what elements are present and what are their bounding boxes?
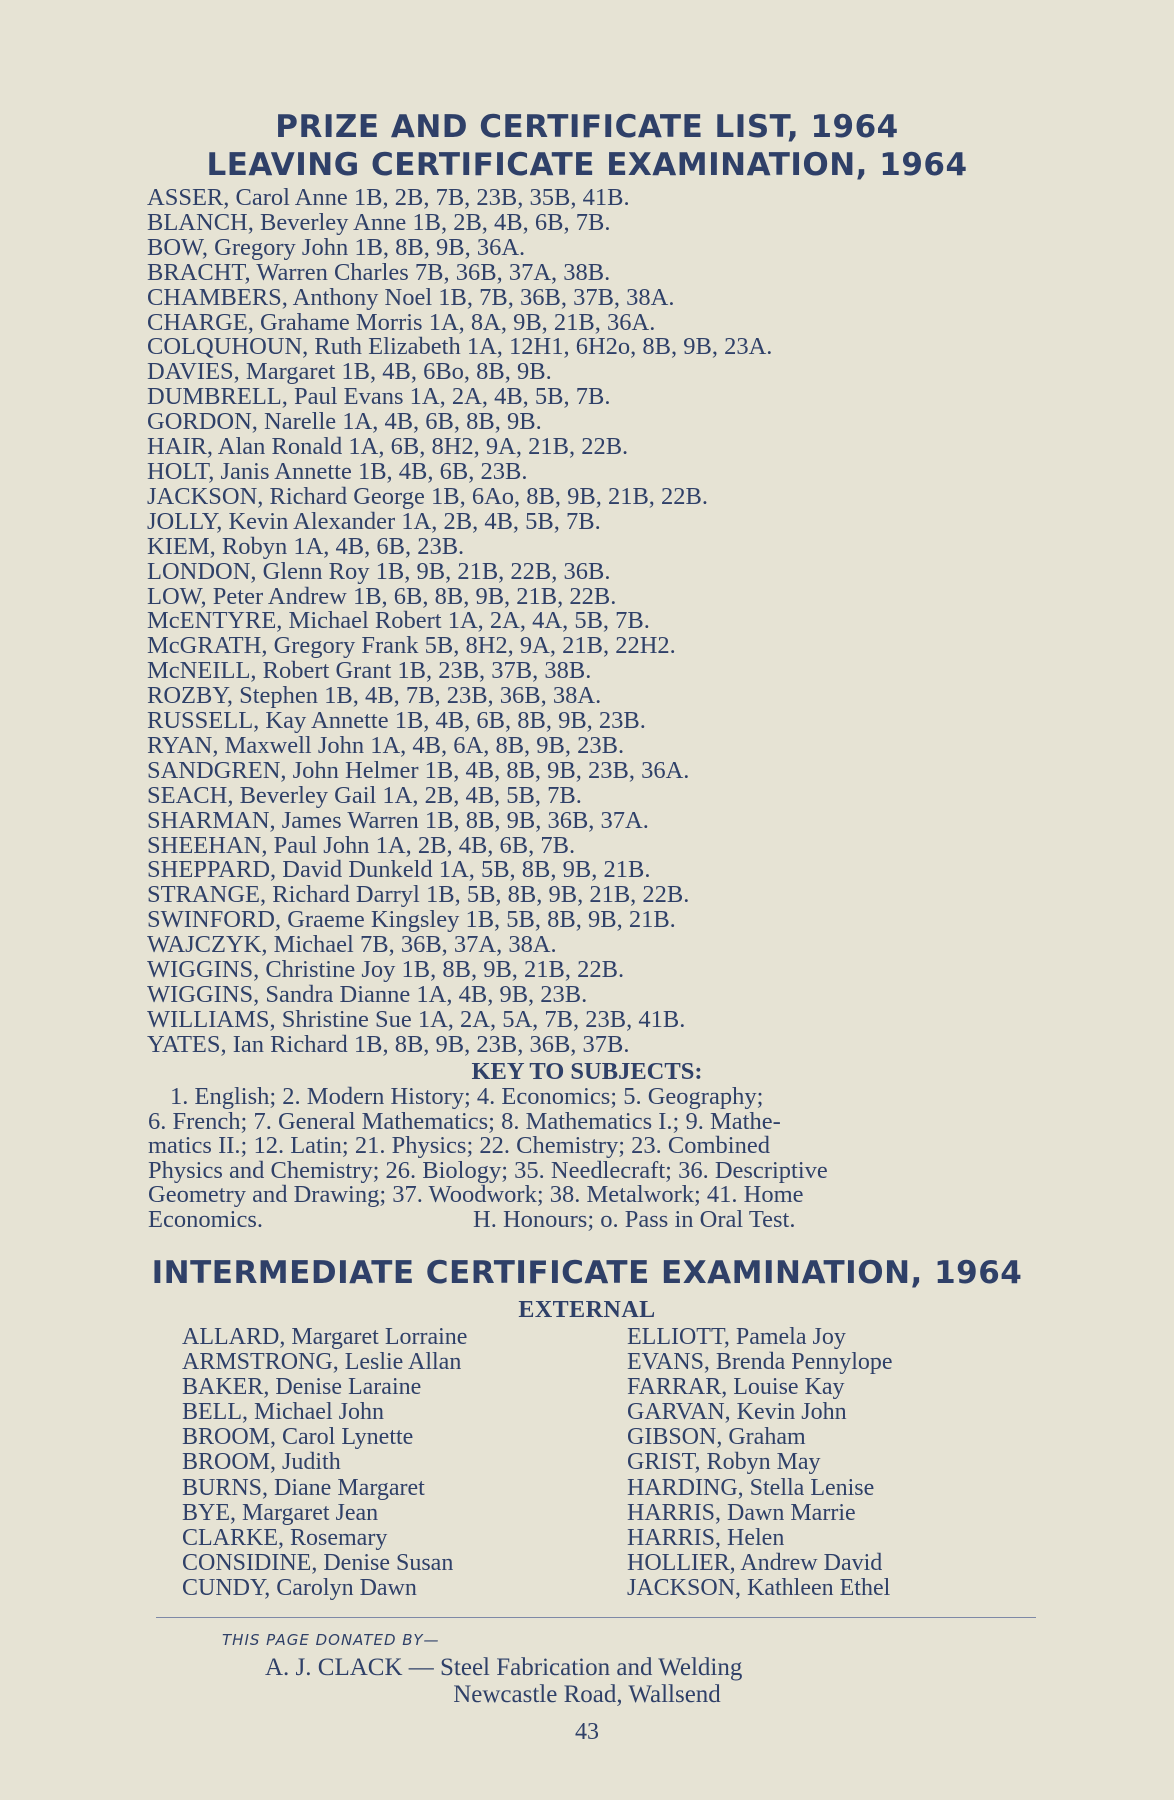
student-name: FARRAR, Louise Kay (627, 1374, 845, 1401)
intermediate-right-column (627, 1325, 1017, 1601)
result-row: YATES, Ian Richard 1B, 8B, 9B, 23B, 36B, 37B. (147, 1030, 630, 1058)
result-row: ROZBY, Stephen 1B, 4B, 7B, 23B, 36B, 38A. (147, 682, 602, 710)
result-row: KIEM, Robyn 1A, 4B, 6B, 23B. (147, 532, 465, 560)
result-row: GORDON, Narelle 1A, 4B, 6B, 8B, 9B. (147, 408, 542, 436)
leaving-certificate-heading: LEAVING CERTIFICATE EXAMINATION, 1964 (206, 147, 968, 183)
result-row: JOLLY, Kevin Alexander 1A, 2B, 4B, 5B, 7B. (147, 507, 601, 535)
student-name: JACKSON, Kathleen Ethel (627, 1574, 891, 1601)
student-name: CLARKE, Rosemary (182, 1524, 388, 1551)
key-to-subjects-text (148, 1085, 1036, 1233)
student-name: ARMSTRONG, Leslie Allan (182, 1349, 462, 1376)
page-number: 43 (575, 1719, 599, 1745)
key-line: Physics and Chemistry; 26. Biology; 35. Needlecraft; 36. Descriptive (148, 1156, 828, 1184)
result-row: SEACH, Beverley Gail 1A, 2B, 4B, 5B, 7B. (147, 781, 582, 809)
result-row: WIGGINS, Sandra Dianne 1A, 4B, 9B, 23B. (147, 981, 588, 1008)
result-row: McGRATH, Gregory Frank 5B, 8H2, 9A, 21B, 22H2. (147, 632, 676, 660)
key-line: 6. French; 7. General Mathematics; 8. Mathematics I.; 9. Mathe- (148, 1107, 781, 1135)
result-row: COLQUHOUN, Ruth Elizabeth 1A, 12H1, 6H2o, 8B, 9B, 23A. (147, 333, 773, 361)
student-name: ELLIOTT, Pamela Joy (627, 1324, 846, 1350)
intermediate-left-column (182, 1325, 622, 1601)
result-row: RYAN, Maxwell John 1A, 4B, 6A, 8B, 9B, 23B. (147, 731, 625, 759)
donor-address: Newcastle Road, Wallsend (453, 1681, 721, 1708)
result-row: WAJCZYK, Michael 7B, 36B, 37A, 38A. (147, 931, 557, 959)
donor-name: A. J. CLACK — Steel Fabrication and Welding (265, 1654, 743, 1681)
result-row: JACKSON, Richard George 1B, 6Ao, 8B, 9B, 21B, 22B. (147, 482, 709, 510)
page-title: PRIZE AND CERTIFICATE LIST, 1964 (275, 109, 899, 145)
result-row: STRANGE, Richard Darryl 1B, 5B, 8B, 9B, 21B, 22B. (147, 881, 690, 909)
result-row: RUSSELL, Kay Annette 1B, 4B, 6B, 8B, 9B, 23B. (147, 707, 646, 735)
key-line: Geometry and Drawing; 37. Woodwork; 38. Metalwork; 41. Home (148, 1181, 804, 1209)
footer-divider (156, 1617, 1036, 1618)
student-name: HARRIS, Helen (627, 1524, 785, 1551)
student-name: EVANS, Brenda Pennylope (627, 1349, 893, 1376)
student-name: ALLARD, Margaret Lorraine (182, 1324, 468, 1350)
student-name: GARVAN, Kevin John (627, 1399, 847, 1426)
result-row: SHEPPARD, David Dunkeld 1A, 5B, 8B, 9B, 21B. (147, 856, 651, 884)
result-row: WILLIAMS, Shristine Sue 1A, 2A, 5A, 7B, 23B, 41B. (147, 1005, 686, 1033)
result-row: BOW, Gregory John 1B, 8B, 9B, 36A. (147, 233, 526, 261)
result-row: SANDGREN, John Helmer 1B, 4B, 8B, 9B, 23B, 36A. (147, 756, 690, 784)
result-row: CHARGE, Grahame Morris 1A, 8A, 9B, 21B, 36A. (147, 308, 656, 336)
result-row: SHARMAN, James Warren 1B, 8B, 9B, 36B, 37A. (147, 806, 649, 834)
student-name: HOLLIER, Andrew David (627, 1549, 883, 1576)
student-name: CUNDY, Carolyn Dawn (182, 1574, 417, 1601)
student-name: BROOM, Carol Lynette (182, 1424, 414, 1451)
student-name: BURNS, Diane Margaret (182, 1474, 425, 1501)
student-name: BROOM, Judith (182, 1449, 341, 1476)
student-name: GRIST, Robyn May (627, 1449, 821, 1476)
result-row: SHEEHAN, Paul John 1A, 2B, 4B, 6B, 7B. (147, 831, 576, 859)
result-row: HOLT, Janis Annette 1B, 4B, 6B, 23B. (147, 457, 528, 485)
student-name: GIBSON, Graham (627, 1424, 806, 1451)
key-legend: H. Honours; o. Pass in Oral Test. (473, 1205, 796, 1233)
student-name: HARRIS, Dawn Marrie (627, 1499, 856, 1526)
result-row: McENTYRE, Michael Robert 1A, 2A, 4A, 5B, 7B. (147, 607, 650, 635)
leaving-results-list (147, 186, 1047, 1058)
donated-by-label: THIS PAGE DONATED BY— (222, 1631, 440, 1649)
student-name: CONSIDINE, Denise Susan (182, 1549, 454, 1576)
student-name: HARDING, Stella Lenise (627, 1474, 875, 1501)
student-name: BYE, Margaret Jean (182, 1499, 379, 1526)
external-subheading: EXTERNAL (518, 1297, 656, 1323)
result-row: WIGGINS, Christine Joy 1B, 8B, 9B, 21B, 22B. (147, 956, 625, 984)
result-row: LOW, Peter Andrew 1B, 6B, 8B, 9B, 21B, 22B. (147, 582, 617, 610)
key-last-left: Economics. (148, 1205, 263, 1233)
result-row: DUMBRELL, Paul Evans 1A, 2A, 4B, 5B, 7B. (147, 383, 611, 411)
key-to-subjects-heading: KEY TO SUBJECTS: (471, 1058, 703, 1085)
intermediate-certificate-heading: INTERMEDIATE CERTIFICATE EXAMINATION, 1964 (151, 1255, 1023, 1291)
result-row: SWINFORD, Graeme Kingsley 1B, 5B, 8B, 9B, 21B. (147, 906, 676, 934)
key-line: 1. English; 2. Modern History; 4. Economics; 5. Geography; (170, 1083, 764, 1110)
result-row: BLANCH, Beverley Anne 1B, 2B, 4B, 6B, 7B. (147, 208, 611, 236)
key-line: matics II.; 12. Latin; 21. Physics; 22. Chemistry; 23. Combined (148, 1132, 770, 1160)
student-name: BELL, Michael John (182, 1399, 384, 1426)
result-row: ASSER, Carol Anne 1B, 2B, 7B, 23B, 35B, 41B. (147, 184, 630, 211)
result-row: BRACHT, Warren Charles 7B, 36B, 37A, 38B. (147, 258, 611, 286)
result-row: LONDON, Glenn Roy 1B, 9B, 21B, 22B, 36B. (147, 557, 611, 585)
result-row: HAIR, Alan Ronald 1A, 6B, 8H2, 9A, 21B, 22B. (147, 433, 629, 461)
result-row: DAVIES, Margaret 1B, 4B, 6Bo, 8B, 9B. (147, 358, 552, 386)
result-row: CHAMBERS, Anthony Noel 1B, 7B, 36B, 37B, 38A. (147, 283, 675, 311)
result-row: McNEILL, Robert Grant 1B, 23B, 37B, 38B. (147, 657, 592, 685)
key-last-line (148, 1205, 1036, 1233)
student-name: BAKER, Denise Laraine (182, 1374, 422, 1401)
